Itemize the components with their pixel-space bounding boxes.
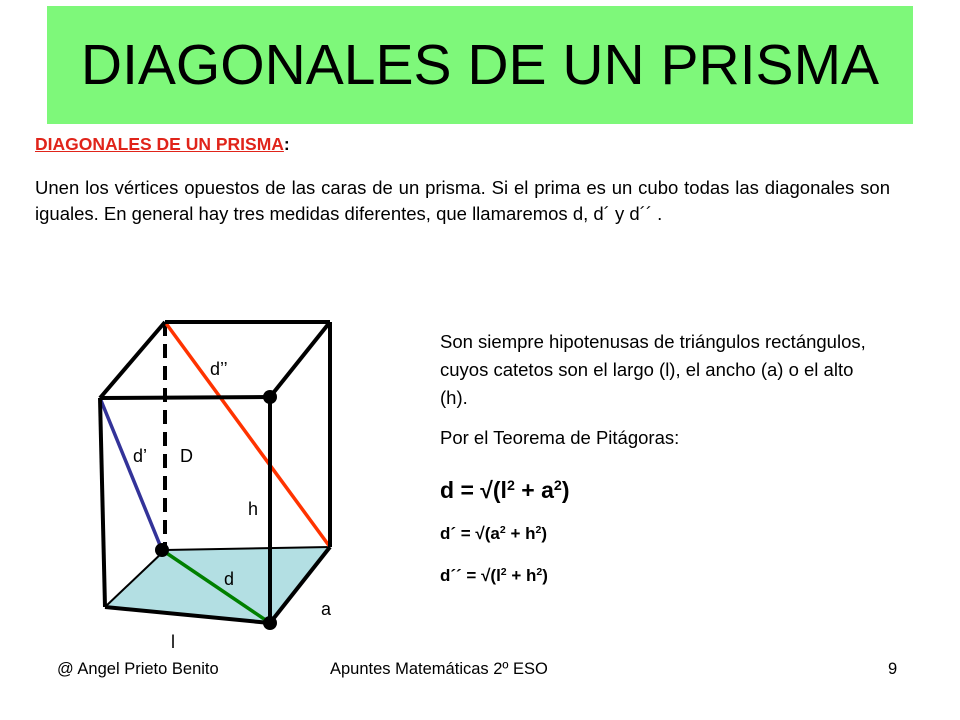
footer-author: @ Angel Prieto Benito: [57, 660, 219, 678]
label-h: h: [248, 499, 259, 519]
formula-d-double-prime: d´´ = $√(l^2 + h^2)$: [440, 566, 548, 585]
theorem-line: Por el Teorema de Pitágoras:: [440, 427, 680, 448]
section-heading: DIAGONALES DE UN PRISMA: [35, 134, 284, 154]
label-d: d: [224, 569, 235, 589]
slide-title: DIAGONALES DE UN PRISMA: [80, 33, 880, 97]
explanation-text: Son siempre hipotenusas de triángulos rectángulos, cuyos catetos son el largo (l), el ancho (a) o el alto (h).: [440, 331, 866, 408]
section-heading-wrap: [35, 134, 290, 155]
label-d-prime: d’: [133, 446, 148, 466]
vertex-dot-top: [263, 390, 277, 404]
formula-d: $d = √(l^2 + a^2)$: [440, 477, 570, 503]
prism-diagram: [90, 310, 350, 660]
intro-paragraph: [35, 175, 890, 227]
heading-colon: :: [283, 134, 290, 154]
explanation: [440, 328, 880, 412]
intro-text: Unen los vértices opuestos de las caras de un prisma. Si el prima es un cubo todas las diagonales son iguales. En general hay tres medidas diferentes, que llamaremos d, d´ y d´´ .: [35, 177, 890, 224]
page-number: 9: [888, 660, 898, 678]
formula-d-prime: d´ = $√(a^2 + h^2)$: [440, 524, 548, 543]
label-d-double-prime: d’’: [210, 359, 228, 379]
vertex-dot-back: [155, 543, 169, 557]
label-a: a: [321, 599, 332, 619]
label-D: D: [180, 446, 193, 466]
footer-course: Apuntes Matemáticas 2º ESO: [330, 660, 548, 678]
label-l: l: [171, 632, 175, 652]
diagonal-d-prime: [100, 398, 162, 550]
vertex-dot-front: [263, 616, 277, 630]
